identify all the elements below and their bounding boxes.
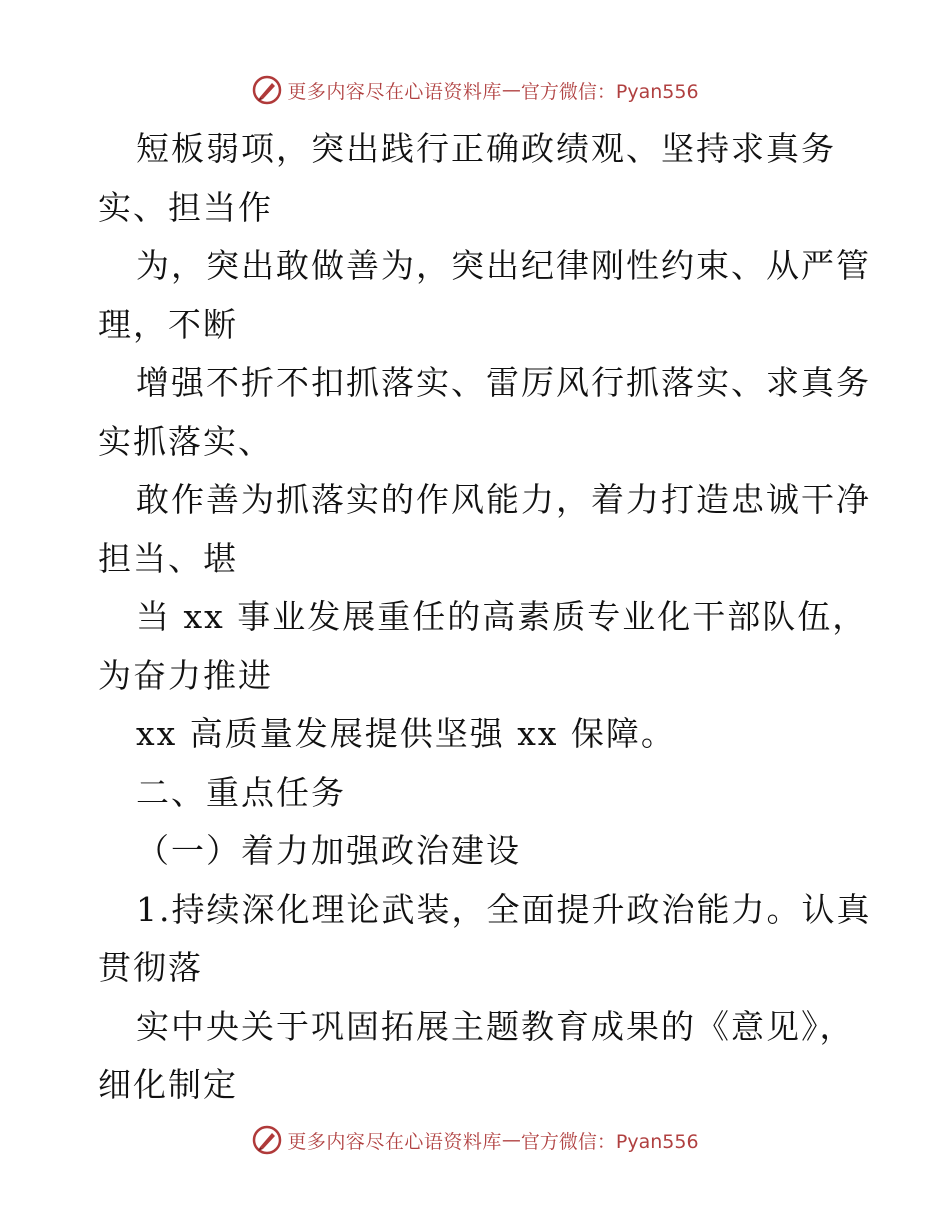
text-line: 理，不断 <box>98 304 238 344</box>
text-line: 当 xx 事业发展重任的高素质专业化干部队伍， <box>136 597 868 636</box>
text-line: 短板弱项，突出践行正确政绩观、坚持求真务 <box>136 129 836 168</box>
text-line: 细化制定 <box>98 1065 238 1104</box>
banner-dash: — <box>501 79 521 101</box>
text-line: 为，突出敢做善为，突出纪律刚性约束、从严管 <box>136 246 871 285</box>
section-heading: 二、重点任务 <box>136 772 346 812</box>
text-line: 担当、堪 <box>98 538 238 578</box>
banner-wechat: 官方微信：Pyan556 <box>520 80 699 103</box>
banner-dash: — <box>501 1129 521 1151</box>
text-line: 贯彻落 <box>98 948 203 987</box>
banner-wechat: 官方微信：Pyan556 <box>520 1130 699 1153</box>
text-line: 1.持续深化理论武装，全面提升政治能力。认真 <box>136 889 872 929</box>
text-line: 增强不折不扣抓落实、雷厉风行抓落实、求真务 <box>136 363 871 402</box>
pen-logo-icon <box>251 74 283 106</box>
text-line: 实、担当作 <box>98 187 273 227</box>
document-body <box>98 120 872 1115</box>
footer-banner <box>0 1120 950 1160</box>
banner-text: 更多内容尽在心语资料库 <box>287 80 502 103</box>
text-line: 为奋力推进 <box>98 655 273 695</box>
subsection-heading: （一）着力加强政治建设 <box>136 831 521 870</box>
pen-logo-icon <box>251 1124 283 1156</box>
text-line: 实抓落实、 <box>98 421 273 461</box>
text-line: xx 高质量发展提供坚强 xx 保障。 <box>136 714 676 753</box>
header-banner <box>0 70 950 110</box>
text-line: 敢作善为抓落实的作风能力，着力打造忠诚干净 <box>136 480 871 519</box>
banner-text: 更多内容尽在心语资料库 <box>287 1130 502 1153</box>
text-line: 实中央关于巩固拓展主题教育成果的《意见》， <box>136 1006 855 1046</box>
